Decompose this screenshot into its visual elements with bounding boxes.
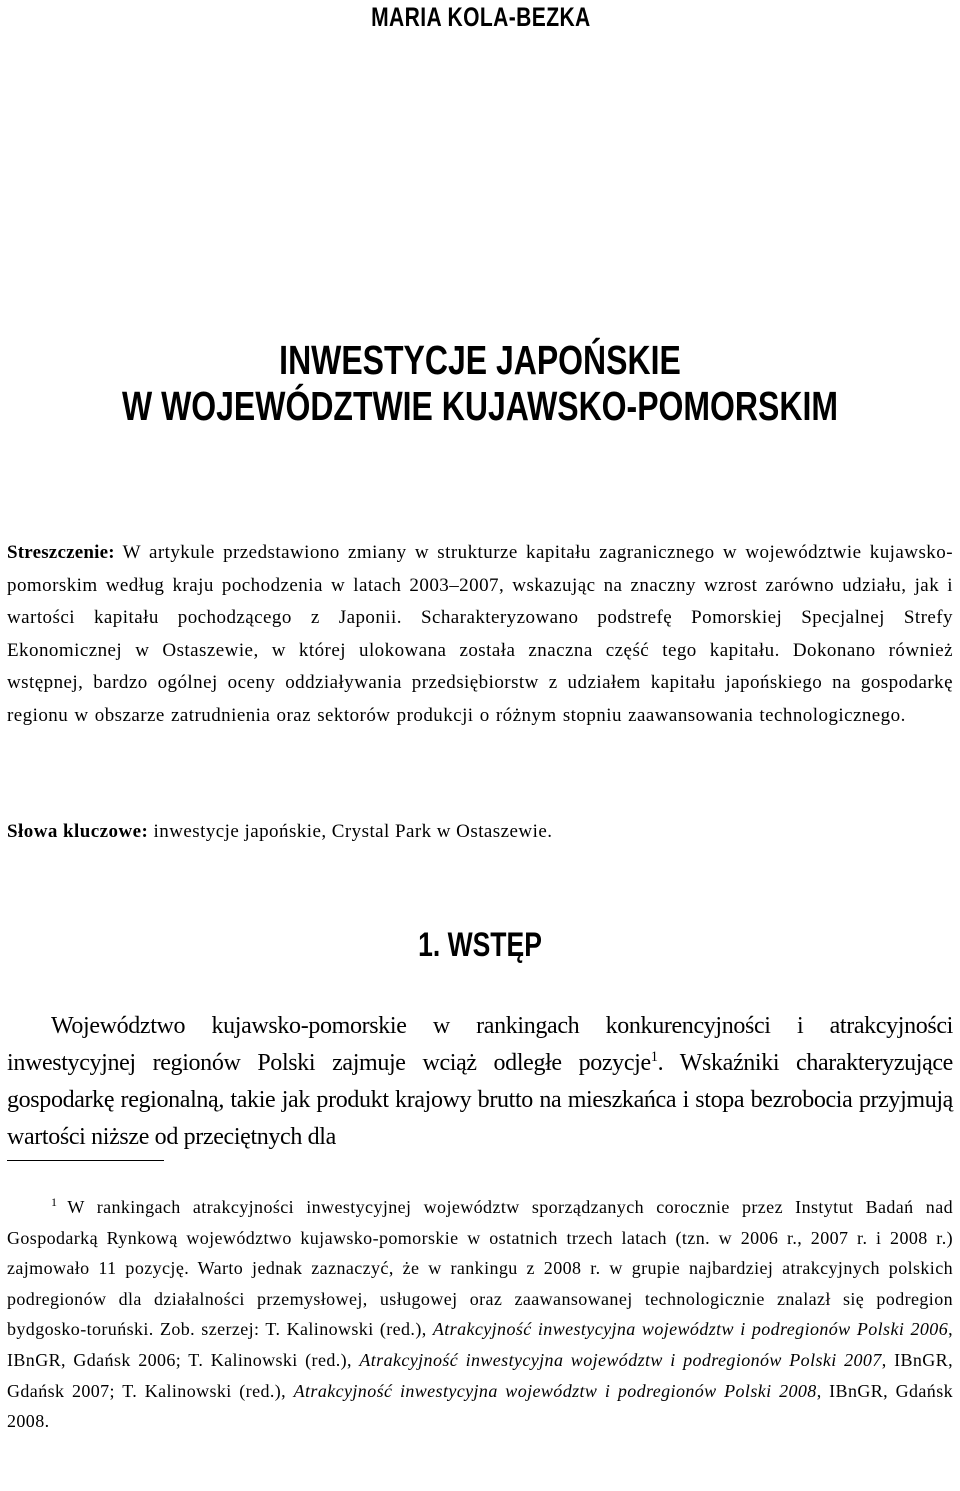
abstract-text: W artykule przedstawiono zmiany w strukturze kapitału zagranicznego w województwie kujawsko-pomorskim według kraju pochodzenia w latach 2003–2007, wskazując na znaczny wzrost zarówno udziału, jak i wartości kapitału pochodzącego z Japonii. Scharakteryzowano podstrefę Pomorskiej Specjalnej Strefy Ekonomicznej w Ostaszewie, w której ulokowana została znaczna część tego kapitału. Dokonano również wstępnej, bardzo ogólnej oceny oddziaływania przedsiębiorstw z udziałem kapitału japońskiego na gospodarkę regionu w obszarze zatrudnienia oraz sektorów produkcji o różnym stopniu zaawansowania technologicznego. — [7, 542, 953, 726]
section-heading: 1. WSTĘP — [418, 926, 542, 964]
article-title-line-2: W WOJEWÓDZTWIE KUJAWSKO-POMORSKIM — [122, 383, 838, 429]
footnote-divider — [7, 1160, 164, 1161]
footnote-mark: 1 — [51, 1195, 58, 1209]
article-title — [106, 337, 855, 429]
body-paragraph — [7, 1008, 953, 1156]
body-text-part-1: Województwo kujawsko-pomorskie w rankingach konkurencyjności i atrakcyjności inwestycyjnej regionów Polski zajmuje wciąż odległe pozycje — [7, 1013, 953, 1076]
footnote-text-4: , IBnGR, Gdańsk 2008. — [7, 1380, 954, 1432]
footnote-text-1: W rankingach atrakcyjności inwestycyjnej województw sporządzanych corocznie przez Instytut Badań nad Gospodarką Rynkową województwo kujawsko-pomorskie w ostatnich trzech latach (tzn. w 2006 r., 2007 r. i 2008 r.) zajmowało 11 pozycję. Warto jednak zaznaczyć, że w rankingu z 2008 r. w grupie najbardziej atrakcyjnych polskich podregionów dla działalności przemysłowej, usługowej oraz zaawansowanej technologicznie znalazł się podregion bydgosko-toruński. Zob. szerzej: T. Kalinowski (red.), — [7, 1197, 953, 1340]
footnote-citation-title-2: Atrakcyjność inwestycyjna województw i podregionów Polski 2007 — [359, 1349, 882, 1370]
footnote-reference[interactable]: 1 — [650, 1049, 658, 1065]
author-name: MARIA KOLA-BEZKA — [371, 2, 591, 32]
footnote-citation-title-1: Atrakcyjność inwestycyjna województw i podregionów Polski 2006 — [432, 1319, 949, 1340]
footnote-text-3: , IBnGR, Gdańsk 2007; T. Kalinowski (red.), — [7, 1349, 953, 1401]
footnote-text-2: , IBnGR, Gdańsk 2006; T. Kalinowski (red.), — [7, 1319, 953, 1370]
footnote — [7, 1192, 953, 1437]
body-text-part-2: . Wskaźniki charakteryzujące gospodarkę regionalną, takie jak produkt krajowy brutto na mieszkańca i stopa bezrobocia przyjmują wartości niższe od przeciętnych dla — [7, 1050, 953, 1150]
abstract — [7, 537, 953, 732]
article-title-line-1: INWESTYCJE JAPOŃSKIE — [279, 337, 681, 383]
footnote-citation-title-3: Atrakcyjność inwestycyjna województw i podregionów Polski 2008 — [293, 1380, 817, 1401]
keywords — [7, 816, 953, 848]
keywords-text: inwestycje japońskie, Crystal Park w Ostaszewie. — [148, 821, 553, 842]
keywords-label: Słowa kluczowe: — [7, 821, 149, 842]
abstract-label: Streszczenie: — [7, 542, 115, 563]
